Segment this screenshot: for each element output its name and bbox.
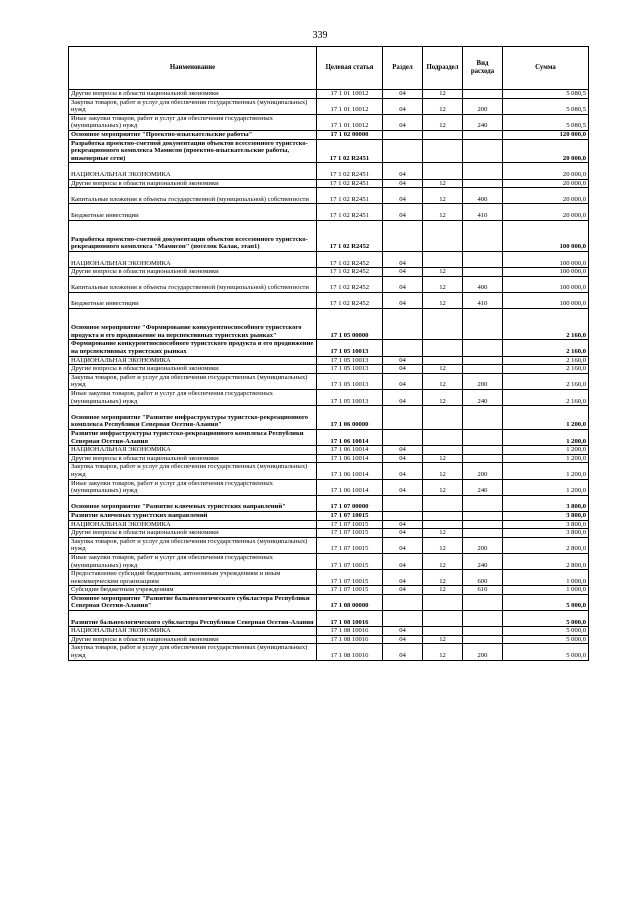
cell-expense-type: [463, 365, 503, 374]
cell-section: 04: [383, 98, 423, 114]
cell-subsection: [423, 139, 463, 163]
cell-target-article: 17 1 06 10014: [317, 454, 383, 463]
table-row: [69, 204, 589, 220]
cell-target-article: 17 1 08 00000: [317, 594, 383, 610]
table-row: [69, 90, 589, 99]
cell-name: Иные закупки товаров, работ и услуг для обеспечения государственных (муниципальных) нужд: [69, 114, 317, 130]
cell-name: Закупка товаров, работ и услуг для обеспечения государственных (муниципальных) нужд: [69, 98, 317, 114]
cell-name: Бюджетные инвестиции: [69, 292, 317, 308]
table-row: [69, 356, 589, 365]
cell-name: Закупка товаров, работ и услуг для обеспечения государственных (муниципальных) нужд: [69, 644, 317, 660]
cell-name: Основное мероприятие "Развитие инфраструктуры туристско-рекреационного комплекса Республики Северная Осетия-Алания": [69, 406, 317, 430]
cell-subsection: [423, 163, 463, 179]
cell-target-article: 17 1 06 10014: [317, 446, 383, 455]
cell-target-article: 17 1 01 10012: [317, 114, 383, 130]
table-row: [69, 406, 589, 430]
table-row: [69, 390, 589, 406]
cell-name: НАЦИОНАЛЬНАЯ ЭКОНОМИКА: [69, 163, 317, 179]
cell-section: 04: [383, 114, 423, 130]
cell-sum: 5 000,0: [503, 627, 589, 636]
cell-section: 04: [383, 570, 423, 586]
table-row: [69, 130, 589, 139]
cell-target-article: 17 1 02 R2452: [317, 220, 383, 251]
cell-name: Субсидии бюджетным учреждениям: [69, 586, 317, 595]
cell-sum: 20 000,0: [503, 163, 589, 179]
cell-name: НАЦИОНАЛЬНАЯ ЭКОНОМИКА: [69, 356, 317, 365]
table-row: [69, 627, 589, 636]
cell-section: 04: [383, 373, 423, 389]
cell-subsection: [423, 430, 463, 446]
table-row: [69, 594, 589, 610]
cell-section: 04: [383, 446, 423, 455]
cell-target-article: 17 1 02 R2452: [317, 251, 383, 267]
cell-name: Другие вопросы в области национальной экономики: [69, 268, 317, 277]
cell-section: 04: [383, 268, 423, 277]
cell-section: [383, 594, 423, 610]
table-row: [69, 495, 589, 511]
cell-section: 04: [383, 365, 423, 374]
cell-expense-type: [463, 635, 503, 644]
cell-expense-type: 200: [463, 463, 503, 479]
cell-name: Закупка товаров, работ и услуг для обеспечения государственных (муниципальных) нужд: [69, 373, 317, 389]
table-row: [69, 553, 589, 569]
cell-subsection: [423, 130, 463, 139]
cell-sum: 2 160,0: [503, 373, 589, 389]
cell-name: Бюджетные инвестиции: [69, 204, 317, 220]
cell-sum: 100 000,0: [503, 292, 589, 308]
cell-sum: 5 000,0: [503, 611, 589, 627]
cell-subsection: 12: [423, 454, 463, 463]
cell-target-article: 17 1 02 R2451: [317, 204, 383, 220]
table-row: [69, 163, 589, 179]
cell-section: [383, 511, 423, 520]
cell-sum: 100 000,0: [503, 220, 589, 251]
table-row: [69, 479, 589, 495]
cell-name: Другие вопросы в области национальной экономики: [69, 365, 317, 374]
cell-subsection: [423, 611, 463, 627]
cell-subsection: [423, 340, 463, 356]
table-row: [69, 276, 589, 292]
cell-target-article: 17 1 02 R2451: [317, 163, 383, 179]
cell-expense-type: [463, 220, 503, 251]
cell-subsection: 12: [423, 276, 463, 292]
cell-sum: 2 800,0: [503, 537, 589, 553]
column-header-subsection: Подраздел: [423, 47, 463, 90]
cell-sum: 5 080,5: [503, 114, 589, 130]
cell-expense-type: [463, 454, 503, 463]
cell-target-article: 17 1 02 R2451: [317, 188, 383, 204]
cell-name: Развитие ключевых туристских направлений: [69, 511, 317, 520]
cell-target-article: 17 1 05 10013: [317, 340, 383, 356]
cell-target-article: 17 1 01 10012: [317, 90, 383, 99]
cell-sum: 1 200,0: [503, 430, 589, 446]
cell-sum: 20 000,0: [503, 204, 589, 220]
table-row: [69, 179, 589, 188]
cell-section: 04: [383, 251, 423, 267]
cell-target-article: 17 1 02 R2452: [317, 276, 383, 292]
table-row: [69, 520, 589, 529]
cell-name: Капитальные вложения в объекты государственной (муниципальной) собственности: [69, 188, 317, 204]
cell-expense-type: [463, 356, 503, 365]
cell-expense-type: 410: [463, 292, 503, 308]
cell-name: НАЦИОНАЛЬНАЯ ЭКОНОМИКА: [69, 446, 317, 455]
cell-target-article: 17 1 02 R2451: [317, 179, 383, 188]
cell-name: Разработка проектно-сметной документации объектов всесезонного туристско-рекреационного комплекса Мамисон (проектно-изыскательские работы, инженерные сети): [69, 139, 317, 163]
cell-subsection: [423, 511, 463, 520]
cell-sum: 100 000,0: [503, 268, 589, 277]
cell-expense-type: [463, 529, 503, 538]
cell-expense-type: [463, 627, 503, 636]
table-row: [69, 220, 589, 251]
cell-expense-type: 400: [463, 276, 503, 292]
cell-section: 04: [383, 520, 423, 529]
cell-subsection: [423, 446, 463, 455]
cell-expense-type: [463, 268, 503, 277]
budget-table: [68, 46, 589, 661]
cell-sum: 3 800,0: [503, 495, 589, 511]
cell-name: Предоставление субсидий бюджетным, автономным учреждениям и иным некоммерческим организациям: [69, 570, 317, 586]
cell-sum: 1 200,0: [503, 463, 589, 479]
cell-subsection: 12: [423, 365, 463, 374]
cell-subsection: 12: [423, 90, 463, 99]
cell-sum: 1 200,0: [503, 406, 589, 430]
table-row: [69, 365, 589, 374]
cell-expense-type: [463, 139, 503, 163]
cell-name: Капитальные вложения в объекты государственной (муниципальной) собственности: [69, 276, 317, 292]
cell-sum: 5 080,5: [503, 90, 589, 99]
table-row: [69, 511, 589, 520]
page-number: 339: [312, 30, 328, 41]
cell-section: [383, 340, 423, 356]
table-row: [69, 139, 589, 163]
cell-expense-type: 240: [463, 390, 503, 406]
cell-subsection: 12: [423, 204, 463, 220]
cell-name: Разработка проектно-сметной документации объектов всесезонного туристско-рекреационного комплекса "Мамисон" (поселок Калак, этап1): [69, 220, 317, 251]
cell-expense-type: 410: [463, 204, 503, 220]
column-header-expense-type: Вид расхода: [463, 47, 503, 90]
cell-subsection: 12: [423, 463, 463, 479]
cell-sum: 2 160,0: [503, 390, 589, 406]
table-body: [69, 90, 589, 661]
table-row: [69, 268, 589, 277]
cell-section: [383, 495, 423, 511]
cell-target-article: 17 1 05 10013: [317, 365, 383, 374]
cell-name: Закупка товаров, работ и услуг для обеспечения государственных (муниципальных) нужд: [69, 463, 317, 479]
cell-expense-type: [463, 163, 503, 179]
cell-expense-type: 240: [463, 114, 503, 130]
cell-sum: 5 000,0: [503, 635, 589, 644]
cell-subsection: [423, 594, 463, 610]
cell-target-article: 17 1 05 00000: [317, 309, 383, 340]
cell-section: 04: [383, 463, 423, 479]
cell-target-article: 17 1 01 10012: [317, 98, 383, 114]
cell-sum: 5 000,0: [503, 644, 589, 660]
cell-target-article: 17 1 07 10015: [317, 537, 383, 553]
cell-sum: 5 000,0: [503, 594, 589, 610]
cell-sum: 1 000,0: [503, 570, 589, 586]
cell-subsection: 12: [423, 537, 463, 553]
cell-section: [383, 611, 423, 627]
cell-sum: 2 160,0: [503, 340, 589, 356]
cell-section: 04: [383, 454, 423, 463]
cell-expense-type: 200: [463, 373, 503, 389]
cell-sum: 2 800,0: [503, 553, 589, 569]
cell-expense-type: [463, 90, 503, 99]
cell-name: Другие вопросы в области национальной экономики: [69, 179, 317, 188]
cell-target-article: 17 1 07 10015: [317, 520, 383, 529]
cell-name: Иные закупки товаров, работ и услуг для обеспечения государственных (муниципальных) нужд: [69, 553, 317, 569]
cell-target-article: 17 1 05 10013: [317, 390, 383, 406]
cell-section: 04: [383, 635, 423, 644]
table-row: [69, 635, 589, 644]
cell-name: Закупка товаров, работ и услуг для обеспечения государственных (муниципальных) нужд: [69, 537, 317, 553]
cell-sum: 100 000,0: [503, 251, 589, 267]
cell-name: Иные закупки товаров, работ и услуг для обеспечения государственных (муниципальных) нужд: [69, 390, 317, 406]
cell-sum: 3 800,0: [503, 511, 589, 520]
cell-section: [383, 220, 423, 251]
cell-subsection: 12: [423, 586, 463, 595]
cell-section: 04: [383, 390, 423, 406]
table-row: [69, 251, 589, 267]
cell-target-article: 17 1 07 00000: [317, 495, 383, 511]
cell-section: 04: [383, 627, 423, 636]
cell-subsection: [423, 309, 463, 340]
cell-section: 04: [383, 356, 423, 365]
cell-expense-type: [463, 495, 503, 511]
cell-section: 04: [383, 163, 423, 179]
cell-sum: 1 200,0: [503, 446, 589, 455]
cell-name: НАЦИОНАЛЬНАЯ ЭКОНОМИКА: [69, 627, 317, 636]
cell-sum: 3 800,0: [503, 529, 589, 538]
cell-expense-type: [463, 251, 503, 267]
cell-sum: 100 000,0: [503, 276, 589, 292]
cell-sum: 3 800,0: [503, 520, 589, 529]
cell-section: [383, 309, 423, 340]
cell-expense-type: [463, 340, 503, 356]
cell-section: 04: [383, 179, 423, 188]
cell-section: 04: [383, 479, 423, 495]
cell-section: [383, 139, 423, 163]
table-row: [69, 586, 589, 595]
cell-name: Основное мероприятие "Развитие ключевых туристских направлений": [69, 495, 317, 511]
cell-expense-type: [463, 430, 503, 446]
cell-target-article: 17 1 07 10015: [317, 570, 383, 586]
cell-target-article: 17 1 08 10016: [317, 644, 383, 660]
cell-subsection: [423, 251, 463, 267]
table-row: [69, 430, 589, 446]
table-row: [69, 188, 589, 204]
cell-expense-type: [463, 309, 503, 340]
cell-name: Основное мероприятие "Проектно-изыскательские работы": [69, 130, 317, 139]
cell-subsection: [423, 220, 463, 251]
cell-expense-type: 600: [463, 570, 503, 586]
cell-subsection: 12: [423, 179, 463, 188]
cell-section: 04: [383, 553, 423, 569]
cell-section: [383, 130, 423, 139]
cell-subsection: 12: [423, 529, 463, 538]
cell-sum: 5 080,5: [503, 98, 589, 114]
table-row: [69, 611, 589, 627]
cell-subsection: [423, 627, 463, 636]
cell-name: НАЦИОНАЛЬНАЯ ЭКОНОМИКА: [69, 520, 317, 529]
cell-sum: 20 000,0: [503, 179, 589, 188]
cell-subsection: 12: [423, 292, 463, 308]
cell-subsection: 12: [423, 373, 463, 389]
cell-expense-type: [463, 446, 503, 455]
cell-sum: 1 200,0: [503, 454, 589, 463]
cell-subsection: 12: [423, 390, 463, 406]
cell-target-article: 17 1 05 10013: [317, 356, 383, 365]
table-row: [69, 537, 589, 553]
table-row: [69, 463, 589, 479]
cell-target-article: 17 1 07 10015: [317, 511, 383, 520]
cell-section: [383, 430, 423, 446]
table-row: [69, 309, 589, 340]
table-row: [69, 570, 589, 586]
table-row: [69, 292, 589, 308]
cell-sum: 2 160,0: [503, 356, 589, 365]
cell-subsection: 12: [423, 98, 463, 114]
cell-expense-type: [463, 611, 503, 627]
cell-target-article: 17 1 07 10015: [317, 553, 383, 569]
cell-section: 04: [383, 292, 423, 308]
column-header-name: Наименование: [69, 47, 317, 90]
cell-section: 04: [383, 188, 423, 204]
cell-expense-type: 200: [463, 98, 503, 114]
cell-section: 04: [383, 276, 423, 292]
cell-name: Другие вопросы в области национальной экономики: [69, 454, 317, 463]
cell-subsection: 12: [423, 635, 463, 644]
cell-subsection: [423, 406, 463, 430]
cell-expense-type: [463, 179, 503, 188]
cell-name: Иные закупки товаров, работ и услуг для обеспечения государственных (муниципальных) нужд: [69, 479, 317, 495]
cell-target-article: 17 1 02 R2452: [317, 268, 383, 277]
cell-subsection: 12: [423, 114, 463, 130]
table-row: [69, 446, 589, 455]
cell-target-article: 17 1 02 R2451: [317, 139, 383, 163]
cell-expense-type: [463, 406, 503, 430]
cell-section: 04: [383, 90, 423, 99]
cell-subsection: 12: [423, 570, 463, 586]
table-row: [69, 454, 589, 463]
cell-name: Основное мероприятие "Развитие бальнеологического субкластера Республики Северная Осетия-Алания": [69, 594, 317, 610]
table-row: [69, 114, 589, 130]
cell-expense-type: 240: [463, 479, 503, 495]
cell-name: Другие вопросы в области национальной экономики: [69, 529, 317, 538]
cell-sum: 2 160,0: [503, 309, 589, 340]
cell-sum: 20 000,0: [503, 188, 589, 204]
cell-name: НАЦИОНАЛЬНАЯ ЭКОНОМИКА: [69, 251, 317, 267]
cell-expense-type: [463, 130, 503, 139]
cell-section: 04: [383, 586, 423, 595]
column-header-section: Раздел: [383, 47, 423, 90]
column-header-target-article: Целевая статья: [317, 47, 383, 90]
cell-subsection: 12: [423, 188, 463, 204]
cell-expense-type: 200: [463, 537, 503, 553]
cell-target-article: 17 1 02 00000: [317, 130, 383, 139]
cell-section: 04: [383, 204, 423, 220]
cell-subsection: 12: [423, 553, 463, 569]
cell-target-article: 17 1 06 10014: [317, 463, 383, 479]
cell-expense-type: [463, 594, 503, 610]
cell-name: Развитие инфраструктуры туристско-рекреационного комплекса Республики Северная Осетия-Алания: [69, 430, 317, 446]
cell-sum: 20 000,0: [503, 139, 589, 163]
cell-section: [383, 406, 423, 430]
cell-name: Развитие бальнеологического субкластера Республики Северная Осетия-Алания: [69, 611, 317, 627]
cell-name: Формирование конкурентноспособного туристского продукта и его продвижение на перспективных туристских рынках: [69, 340, 317, 356]
cell-sum: 1 200,0: [503, 479, 589, 495]
cell-subsection: [423, 356, 463, 365]
cell-name: Основное мероприятие "Формирование конкурентноспособного туристского продукта и его продвижение на перспективных туристских рынках": [69, 309, 317, 340]
cell-section: 04: [383, 529, 423, 538]
cell-sum: 2 160,0: [503, 365, 589, 374]
table-row: [69, 373, 589, 389]
cell-subsection: [423, 495, 463, 511]
cell-target-article: 17 1 08 10016: [317, 611, 383, 627]
cell-expense-type: 400: [463, 188, 503, 204]
cell-expense-type: 200: [463, 644, 503, 660]
cell-target-article: 17 1 02 R2452: [317, 292, 383, 308]
cell-expense-type: [463, 511, 503, 520]
cell-subsection: 12: [423, 644, 463, 660]
cell-target-article: 17 1 07 10015: [317, 586, 383, 595]
cell-expense-type: 240: [463, 553, 503, 569]
cell-target-article: 17 1 08 10016: [317, 627, 383, 636]
cell-target-article: 17 1 08 10016: [317, 635, 383, 644]
table-row: [69, 340, 589, 356]
cell-subsection: 12: [423, 268, 463, 277]
table-row: [69, 98, 589, 114]
cell-section: 04: [383, 537, 423, 553]
table-row: [69, 529, 589, 538]
table-row: [69, 644, 589, 660]
cell-sum: 120 000,0: [503, 130, 589, 139]
cell-target-article: 17 1 07 10015: [317, 529, 383, 538]
cell-expense-type: [463, 520, 503, 529]
cell-expense-type: 610: [463, 586, 503, 595]
cell-name: Другие вопросы в области национальной экономики: [69, 635, 317, 644]
cell-name: Другие вопросы в области национальной экономики: [69, 90, 317, 99]
cell-target-article: 17 1 06 00000: [317, 406, 383, 430]
cell-target-article: 17 1 06 10014: [317, 479, 383, 495]
table-header-row: [69, 47, 589, 90]
cell-sum: 1 000,0: [503, 586, 589, 595]
cell-subsection: 12: [423, 479, 463, 495]
cell-subsection: [423, 520, 463, 529]
cell-target-article: 17 1 05 10013: [317, 373, 383, 389]
column-header-sum: Сумма: [503, 47, 589, 90]
cell-section: 04: [383, 644, 423, 660]
cell-target-article: 17 1 06 10014: [317, 430, 383, 446]
